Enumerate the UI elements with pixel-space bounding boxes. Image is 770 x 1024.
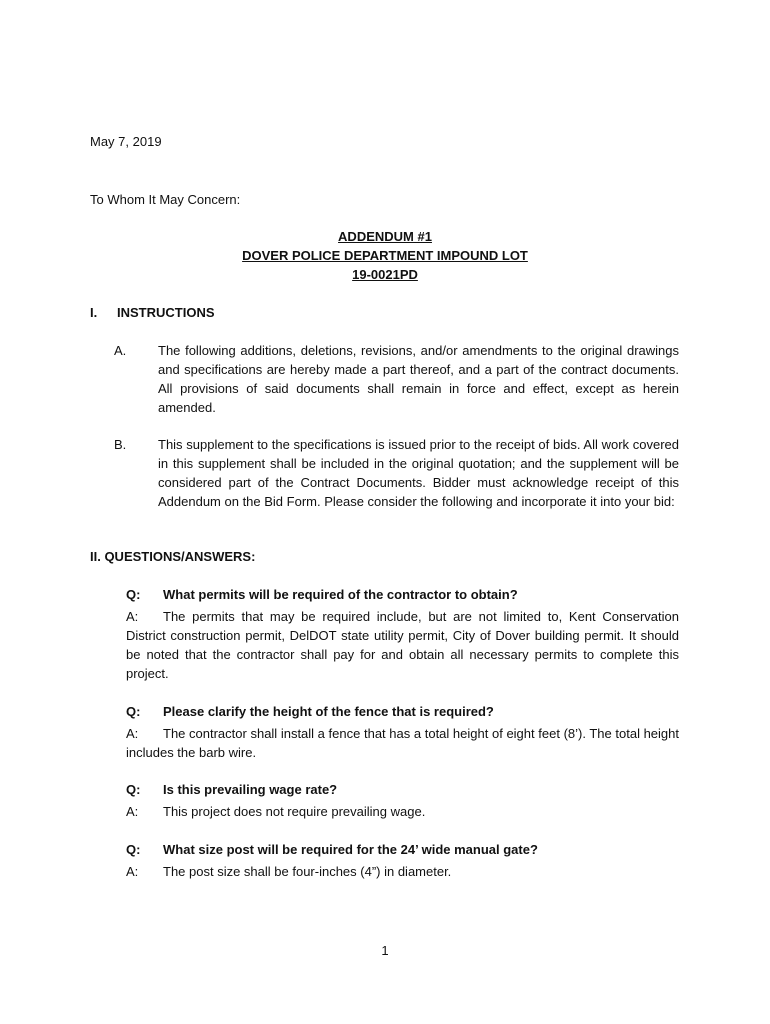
- a2-text: The contractor shall install a fence that has a total height of eight feet (8’). The total height includes the barb wire.: [126, 726, 679, 760]
- section2-title: II. QUESTIONS/ANSWERS:: [90, 549, 256, 564]
- item-b-text: This supplement to the specifications is issued prior to the receipt of bids. All work covered in this supplement shall be included in the original quotation; and the supplement will be considered part of the Contract Documents. Bidder must acknowledge receipt of this Addendum on the Bid Form. Please consider the following and incorporate it into your bid:: [158, 437, 679, 509]
- a4-label: A:: [126, 864, 139, 879]
- addendum-title: ADDENDUM #1: [338, 229, 432, 244]
- item-a-text: The following additions, deletions, revisions, and/or amendments to the original drawings and specifications are hereby made a part thereof, and a part of the contract documents. All provisions of said documents shall remain in force and effect, except as herein amended.: [158, 343, 679, 415]
- page-number: 1: [381, 943, 389, 958]
- a3-text: This project does not require prevailing wage.: [163, 804, 426, 819]
- project-number: 19-0021PD: [352, 267, 418, 282]
- a3-label: A:: [126, 804, 139, 819]
- letter-date: May 7, 2019: [90, 134, 162, 149]
- q3-label: Q:: [126, 782, 141, 797]
- q4-text: What size post will be required for the 24’ wide manual gate?: [163, 842, 538, 857]
- item-b-label: B.: [114, 437, 127, 452]
- a1-label: A:: [126, 609, 139, 624]
- q1-text: What permits will be required of the contractor to obtain?: [163, 587, 518, 602]
- salutation: To Whom It May Concern:: [90, 192, 241, 207]
- q2-text: Please clarify the height of the fence that is required?: [163, 704, 494, 719]
- section1-title: INSTRUCTIONS: [117, 305, 215, 320]
- project-title: DOVER POLICE DEPARTMENT IMPOUND LOT: [242, 248, 528, 263]
- q1-label: Q:: [126, 587, 141, 602]
- a1-text: The permits that may be required include, but are not limited to, Kent Conservation District construction permit, DelDOT state utility permit, City of Dover building permit. It should be noted that the contractor shall pay for and obtain all necessary permits to complete this project.: [126, 609, 679, 681]
- section1-number: I.: [90, 305, 98, 320]
- q2-label: Q:: [126, 704, 141, 719]
- a4-text: The post size shall be four-inches (4”) in diameter.: [163, 864, 452, 879]
- item-a-label: A.: [114, 343, 127, 358]
- q3-text: Is this prevailing wage rate?: [163, 782, 338, 797]
- a2-label: A:: [126, 726, 139, 741]
- q4-label: Q:: [126, 842, 141, 857]
